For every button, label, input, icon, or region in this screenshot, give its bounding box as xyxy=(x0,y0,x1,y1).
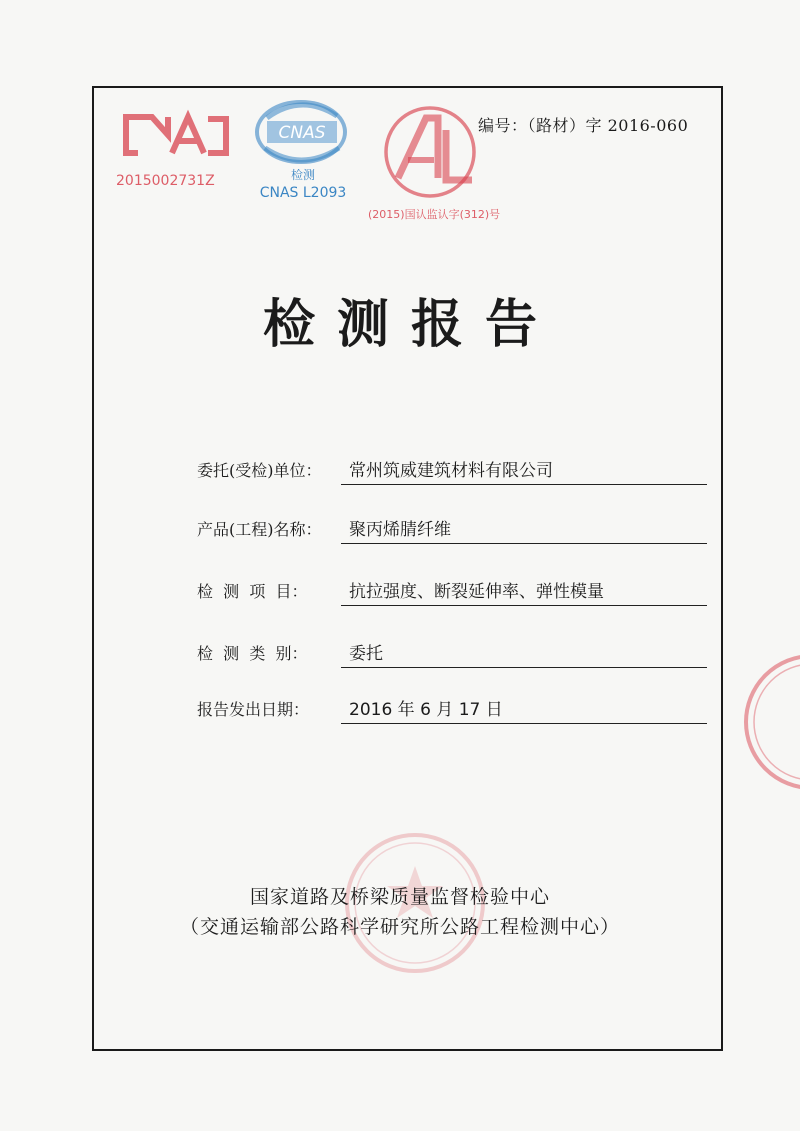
field-underline xyxy=(341,723,707,724)
field-underline xyxy=(341,543,707,544)
report-number: 编号：（路材）字 2016-060 xyxy=(478,116,689,135)
field-test-items-label: 检 测 项 目： xyxy=(197,582,308,601)
document-title: 检测报告 xyxy=(262,295,559,355)
cnas-accreditation-logo xyxy=(245,88,365,208)
field-report-date-label: 报告发出日期： xyxy=(197,700,310,719)
field-client-label: 委托(受检)单位： xyxy=(197,461,322,480)
field-test-type xyxy=(197,638,707,668)
cnas-mark: CNAS xyxy=(278,123,326,143)
cal-code: (2015)国认监认字(312)号 xyxy=(368,208,501,221)
cnas-code: CNAS L2093 xyxy=(259,185,347,201)
field-product xyxy=(197,514,707,544)
cnas-label: 检测 xyxy=(290,168,316,182)
field-underline xyxy=(341,605,707,606)
field-report-date xyxy=(197,694,707,724)
ma-certification-logo xyxy=(108,95,238,195)
field-test-type-value: 委托 xyxy=(349,644,383,664)
field-client-value: 常州筑威建筑材料有限公司 xyxy=(349,461,553,481)
field-underline xyxy=(341,667,707,668)
field-product-label: 产品(工程)名称： xyxy=(197,520,322,539)
field-underline xyxy=(341,484,707,485)
field-test-items xyxy=(197,576,707,606)
field-test-type-label: 检 测 类 别： xyxy=(197,644,308,663)
field-product-value: 聚丙烯腈纤维 xyxy=(349,520,451,540)
issuing-organization: 国家道路及桥梁质量监督检验中心 xyxy=(249,886,550,908)
issuing-organization-sub: （交通运输部公路科学研究所公路工程检测中心） xyxy=(179,916,620,938)
edge-seal xyxy=(740,650,800,800)
ma-code: 2015002731Z xyxy=(116,173,215,189)
field-test-items-value: 抗拉强度、断裂延伸率、弹性模量 xyxy=(349,582,604,602)
field-report-date-value: 2016 年 6 月 17 日 xyxy=(349,700,503,720)
field-client xyxy=(197,455,707,485)
